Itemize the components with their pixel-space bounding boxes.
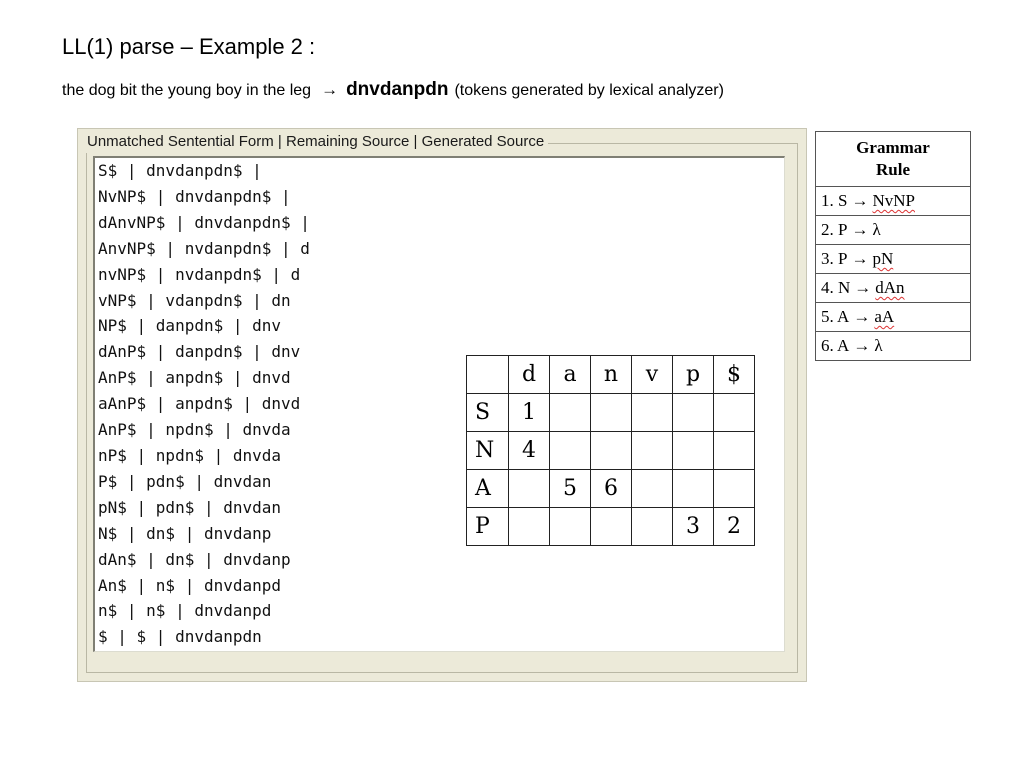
parse-table-cell [591,508,632,546]
trace-line: AnvNP$ | nvdanpdn$ | d [98,238,310,258]
arrow-icon: → [851,249,869,268]
parse-table-cell [550,432,591,470]
grammar-rule-row [816,187,971,216]
trace-line: An$ | n$ | dnvdanpd [98,575,282,595]
parse-table-column-header: p [673,356,714,394]
trace-groupbox-legend: Unmatched Sentential Form | Remaining Source | Generated Source [84,131,548,153]
parse-table-cell: 2 [714,508,755,546]
parse-table-cell [591,394,632,432]
parse-table-cell [673,432,714,470]
grammar-rule-table [815,131,971,361]
grammar-rule-rhs: aA [874,307,895,326]
trace-line: aAnP$ | anpdn$ | dnvd [98,394,301,414]
trace-line: AnP$ | npdn$ | dnvda [98,420,291,440]
grammar-rule-rhs: NvNP [872,191,915,210]
subtitle [62,79,724,101]
grammar-rule-lhs: 5. A [821,307,850,326]
grammar-rule-rhs: λ [874,336,883,355]
parse-table-column-header: a [550,356,591,394]
grammar-rule-rhs: dAn [875,278,905,297]
trace-line: dAnvNP$ | dnvdanpdn$ | [98,212,310,232]
parse-table-cell [632,394,673,432]
grammar-rule [816,332,971,361]
token-string: dnvdanpdn [346,79,449,100]
parse-table-row-header: A [467,470,509,508]
grammar-rule [816,245,971,274]
trace-line: n$ | n$ | dnvdanpd [98,601,272,621]
parse-table-cell [714,432,755,470]
grammar-rule-lhs: 6. A [821,336,850,355]
trace-line: nvNP$ | nvdanpdn$ | d [98,264,301,284]
parse-table-cell [591,432,632,470]
parse-table-cell [550,394,591,432]
trace-line: AnP$ | anpdn$ | dnvd [98,368,291,388]
grammar-header-line1: Grammar [856,138,930,157]
trace-line: NP$ | danpdn$ | dnv [98,316,282,336]
grammar-rule-row [816,332,971,361]
grammar-rule [816,216,971,245]
parse-table-row-header: S [467,394,509,432]
grammar-rule-lhs: 3. P [821,249,848,268]
parse-table-column-header: n [591,356,632,394]
parse-table-cell [509,470,550,508]
slide-title: LL(1) parse – Example 2 : [62,34,316,59]
grammar-rule-row [816,303,971,332]
parse-table [466,355,755,546]
arrow-icon: → [853,336,871,355]
trace-line: dAn$ | dn$ | dnvdanp [98,549,291,569]
parse-table-cell [509,508,550,546]
trace-line: $ | $ | dnvdanpdn [98,627,262,647]
trace-lines [98,158,310,650]
grammar-rule-row [816,216,971,245]
parse-table-column-header: $ [714,356,755,394]
parse-table-cell: 1 [509,394,550,432]
grammar-header-row [816,132,971,187]
parse-table-cell [632,508,673,546]
trace-line: P$ | pdn$ | dnvdan [98,471,272,491]
parse-table-cell [632,470,673,508]
parse-table-cell [632,432,673,470]
trace-line: nP$ | npdn$ | dnvda [98,445,282,465]
parse-table-row-header: N [467,432,509,470]
grammar-rule-lhs: 4. N [821,278,851,297]
parse-table-cell [550,508,591,546]
arrow-icon: → [851,220,869,239]
grammar-rule [816,303,971,332]
grammar-header [816,132,971,187]
parse-table-corner [467,356,509,394]
parse-table-cell: 3 [673,508,714,546]
grammar-rule [816,274,971,303]
example-sentence: the dog bit the young boy in the leg [62,82,312,99]
grammar-rule-lhs: 1. S [821,191,848,210]
grammar-rule-lhs: 2. P [821,220,848,239]
token-note: (tokens generated by lexical analyzer) [454,82,724,99]
trace-line: dAnP$ | danpdn$ | dnv [98,342,301,362]
parse-table-cell: 5 [550,470,591,508]
grammar-rule-row [816,245,971,274]
grammar-rule-rhs: λ [872,220,881,239]
parse-table-cell [673,394,714,432]
parse-table-cell [714,394,755,432]
parse-table-row [467,508,755,546]
arrow-icon: → [853,307,871,326]
trace-line: NvNP$ | dnvdanpdn$ | [98,186,291,206]
grammar-rule [816,187,971,216]
parse-table-cell [714,470,755,508]
parse-table-row [467,432,755,470]
arrow-icon: → [321,80,339,99]
parse-table-row [467,470,755,508]
trace-line: vNP$ | vdanpdn$ | dn [98,290,291,310]
arrow-icon: → [854,278,872,297]
parse-table-cell: 4 [509,432,550,470]
grammar-header-line2: Rule [876,160,910,179]
parse-table-cell: 6 [591,470,632,508]
arrow-icon: → [851,191,869,210]
parse-table-cell [673,470,714,508]
parse-table-column-header: d [509,356,550,394]
trace-line: N$ | dn$ | dnvdanp [98,523,272,543]
grammar-rule-rhs: pN [872,249,894,268]
grammar-rule-row [816,274,971,303]
trace-line: pN$ | pdn$ | dnvdan [98,497,282,517]
parse-table-row [467,394,755,432]
parse-table-header-row [467,356,755,394]
parse-table-row-header: P [467,508,509,546]
parse-table-column-header: v [632,356,673,394]
trace-line: S$ | dnvdanpdn$ | [98,161,262,180]
